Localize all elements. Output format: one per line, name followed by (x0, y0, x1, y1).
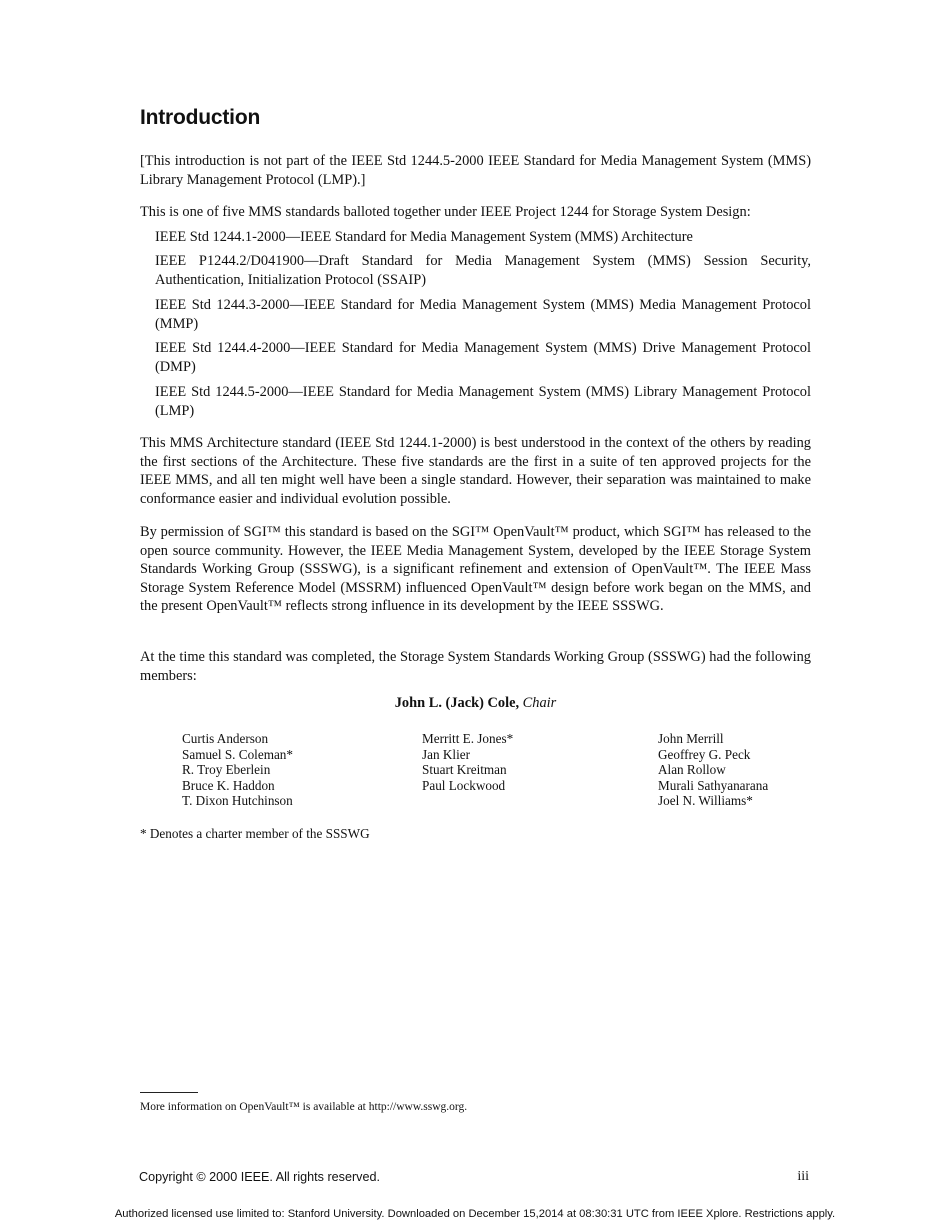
member-name: Murali Sathyanarana (658, 777, 769, 793)
member-name: Paul Lockwood (422, 777, 506, 793)
member-name: Alan Rollow (658, 762, 726, 777)
member-name: John Merrill (658, 731, 724, 746)
members-column-3 (658, 731, 768, 809)
chair-name: John L. (Jack) Cole, (394, 695, 520, 711)
member-name: Merritt E. Jones* (422, 731, 514, 746)
sgi-paragraph: By permission of SGI™ this standard is based on the SGI™ OpenVault™ product, which SGI™ has released to the open source community. However, the IEEE Media Management System, developed by the IEEE Storage System Standards Working Group (SSSWG), is a significant refinement and extension of OpenVault™. The IEEE Mass Storage System Reference Model (MSSRM) influenced OpenVault™ design before work began on the MMS, and the present OpenVault™ reflects strong influence in its development by the IEEE SSSWG. (140, 524, 811, 615)
standard-item: IEEE Std 1244.3-2000—IEEE Standard for Media Management System (MMS) Media Management Protocol (MMP) (155, 297, 811, 332)
section-heading: Introduction (140, 106, 261, 129)
standard-item: IEEE P1244.2/D041900—Draft Standard for Media Management System (MMS) Session Security, Authentication, Initialization Protocol (SSAIP) (155, 253, 811, 288)
member-name: Joel N. Williams* (658, 793, 753, 808)
member-name: Stuart Kreitman (422, 762, 507, 777)
member-name: Samuel S. Coleman* (182, 746, 293, 762)
member-name: Geoffrey G. Peck (658, 746, 751, 762)
chair-line (140, 695, 811, 712)
footnote-divider (140, 1092, 198, 1093)
members-column-2 (422, 731, 513, 793)
standards-lead: This is one of five MMS standards balloted together under IEEE Project 1244 for Storage System Design: (140, 204, 751, 220)
standard-item: IEEE Std 1244.4-2000—IEEE Standard for Media Management System (MMS) Drive Management Protocol (DMP) (155, 340, 811, 375)
members-paragraph: At the time this standard was completed, the Storage System Standards Working Group (SSSWG) had the following members: (140, 649, 811, 684)
member-name: T. Dixon Hutchinson (182, 793, 293, 808)
member-name: Curtis Anderson (182, 731, 269, 746)
copyright: Copyright © 2000 IEEE. All rights reserved. (139, 1170, 380, 1184)
license-notice: Authorized licensed use limited to: Stanford University. Downloaded on December 15,2014 at 08:30:31 UTC from IEEE Xplore. Restrictions apply. (114, 1208, 836, 1220)
member-name: Jan Klier (422, 746, 470, 762)
members-column-1 (182, 731, 293, 809)
standard-item: IEEE Std 1244.1-2000—IEEE Standard for Media Management System (MMS) Architecture (155, 229, 693, 245)
chair-role: Chair (522, 695, 557, 711)
standard-item: IEEE Std 1244.5-2000—IEEE Standard for Media Management System (MMS) Library Management Protocol (LMP) (155, 384, 811, 419)
member-name: Bruce K. Haddon (182, 777, 275, 793)
architecture-paragraph: This MMS Architecture standard (IEEE Std 1244.1-2000) is best understood in the context of the others by reading the first sections of the Architecture. These five standards are the first in a suite of ten approved projects for the IEEE MMS, and all ten might well have been a single standard. However, their separation was maintained to make conformance easier and individual evolution possible. (140, 435, 811, 507)
member-name: R. Troy Eberlein (182, 762, 271, 777)
intro-note: [This introduction is not part of the IEEE Std 1244.5-2000 IEEE Standard for Media Management System (MMS) Library Management Protocol (LMP).] (140, 153, 811, 188)
page-number: iii (797, 1169, 809, 1184)
footnote: More information on OpenVault™ is available at http://www.sswg.org. (140, 1101, 468, 1113)
charter-note: * Denotes a charter member of the SSSWG (140, 826, 370, 841)
